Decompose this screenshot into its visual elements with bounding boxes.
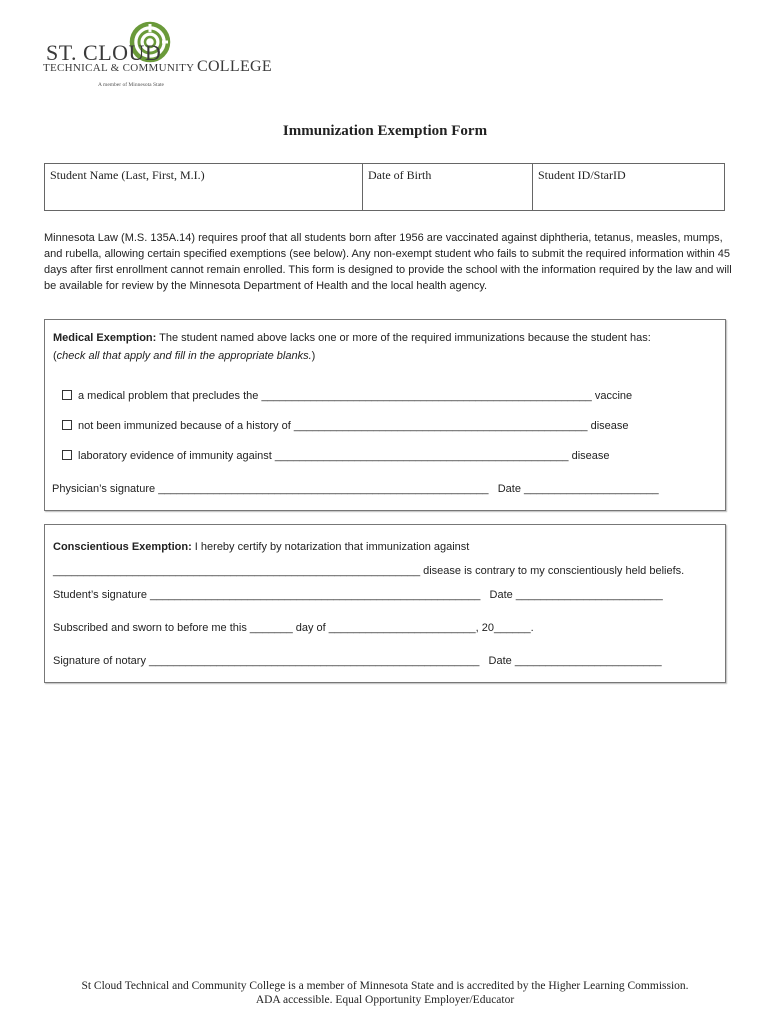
medical-option-2 — [62, 420, 629, 432]
sworn-statement[interactable]: Subscribed and sworn to before me this _______ day of ________________________, 20______. — [53, 622, 534, 634]
option-2-before: not been immunized because of a history of — [78, 420, 294, 432]
logo-tagline: A member of Minnesota State — [98, 82, 164, 88]
instruction-close-paren: ) — [311, 350, 316, 362]
student-id-label: Student ID/StarID — [538, 168, 626, 182]
option-2-blank[interactable]: ________________________________________________ — [293, 420, 588, 432]
conscientious-disease-blank[interactable]: ____________________________________________________________ — [53, 565, 421, 577]
student-date-blank[interactable]: ________________________ — [515, 589, 663, 601]
student-date-label: Date — [480, 589, 516, 601]
medical-exemption-intro — [53, 332, 651, 344]
option-2-after: disease — [587, 420, 629, 432]
logo-technical-community: TECHNICAL & COMMUNITY — [43, 62, 194, 74]
option-3-blank[interactable]: ________________________________________________ — [274, 450, 569, 462]
medical-exemption-heading: Medical Exemption: — [53, 332, 157, 344]
instruction-open-paren: ( — [53, 350, 57, 362]
notary-signature-blank[interactable]: ______________________________________________________ — [149, 655, 480, 667]
medical-option-1 — [62, 390, 632, 402]
notary-signature-line — [53, 655, 662, 667]
conscientious-heading: Conscientious Exemption: — [53, 541, 192, 553]
footer-accreditation: St Cloud Technical and Community College is a member of Minnesota State and is accredited by the Higher Learning Commission. — [81, 980, 689, 992]
conscientious-disease-line — [53, 565, 684, 577]
checkbox-medical-problem[interactable] — [62, 390, 72, 400]
student-signature-label: Student’s signature — [53, 589, 151, 601]
student-info-table — [44, 163, 725, 211]
option-3-after: disease — [568, 450, 610, 462]
checkbox-lab-evidence[interactable] — [62, 450, 72, 460]
notary-signature-label: Signature of notary — [53, 655, 150, 667]
medical-exemption-text: The student named above lacks one or more of the required immunizations because the student has: — [156, 332, 651, 344]
date-of-birth-label: Date of Birth — [368, 168, 432, 182]
option-1-before: a medical problem that precludes the — [78, 390, 262, 402]
physician-signature-line — [52, 483, 659, 495]
option-1-blank[interactable]: ______________________________________________________ — [261, 390, 592, 402]
intro-paragraph: Minnesota Law (M.S. 135A.14) requires proof that all students born after 1956 are vaccinated against diphtheria, tetanus, measles, mumps, and rubella, allowing certain specified exemptions (see below). Any non-exempt student who fails to submit the required information within 45 days after first enrollment cannot remain enrolled. This form is designed to provide the school with the information required by the law and will be available for review by the Minnesota Department of Health and the local health agency. — [44, 232, 732, 292]
logo-name-line1: ST. CLOUD — [46, 40, 162, 65]
conscientious-intro — [53, 541, 469, 553]
medical-instruction — [53, 350, 315, 362]
student-signature-blank[interactable]: ______________________________________________________ — [150, 589, 481, 601]
notary-date-blank[interactable]: ________________________ — [514, 655, 662, 667]
physician-date-blank[interactable]: ______________________ — [524, 483, 659, 495]
physician-signature-blank[interactable]: ______________________________________________________ — [158, 483, 489, 495]
date-of-birth-field[interactable] — [363, 164, 533, 211]
option-3-before: laboratory evidence of immunity against — [78, 450, 275, 462]
medical-option-3 — [62, 450, 610, 462]
logo-college-word: COLLEGE — [196, 58, 272, 75]
notary-date-label: Date — [479, 655, 515, 667]
medical-instruction-text: check all that apply and fill in the appropriate blanks. — [56, 350, 312, 362]
form-title: Immunization Exemption Form — [282, 123, 488, 139]
student-name-label: Student Name (Last, First, M.I.) — [50, 168, 205, 182]
physician-signature-label: Physician’s signature — [52, 483, 159, 495]
logo-name-line2 — [43, 58, 272, 76]
student-name-field[interactable] — [45, 164, 363, 211]
checkbox-not-immunized[interactable] — [62, 420, 72, 430]
physician-date-label: Date — [488, 483, 525, 495]
conscientious-text: I hereby certify by notarization that immunization against — [191, 541, 470, 553]
option-1-after: vaccine — [591, 390, 633, 402]
student-signature-line — [53, 589, 663, 601]
student-id-field[interactable] — [533, 164, 725, 211]
footer-ada: ADA accessible. Equal Opportunity Employer/Educator — [255, 994, 515, 1006]
conscientious-disease-text: disease is contrary to my conscientiously held beliefs. — [420, 565, 685, 577]
page-footer — [0, 979, 770, 1007]
